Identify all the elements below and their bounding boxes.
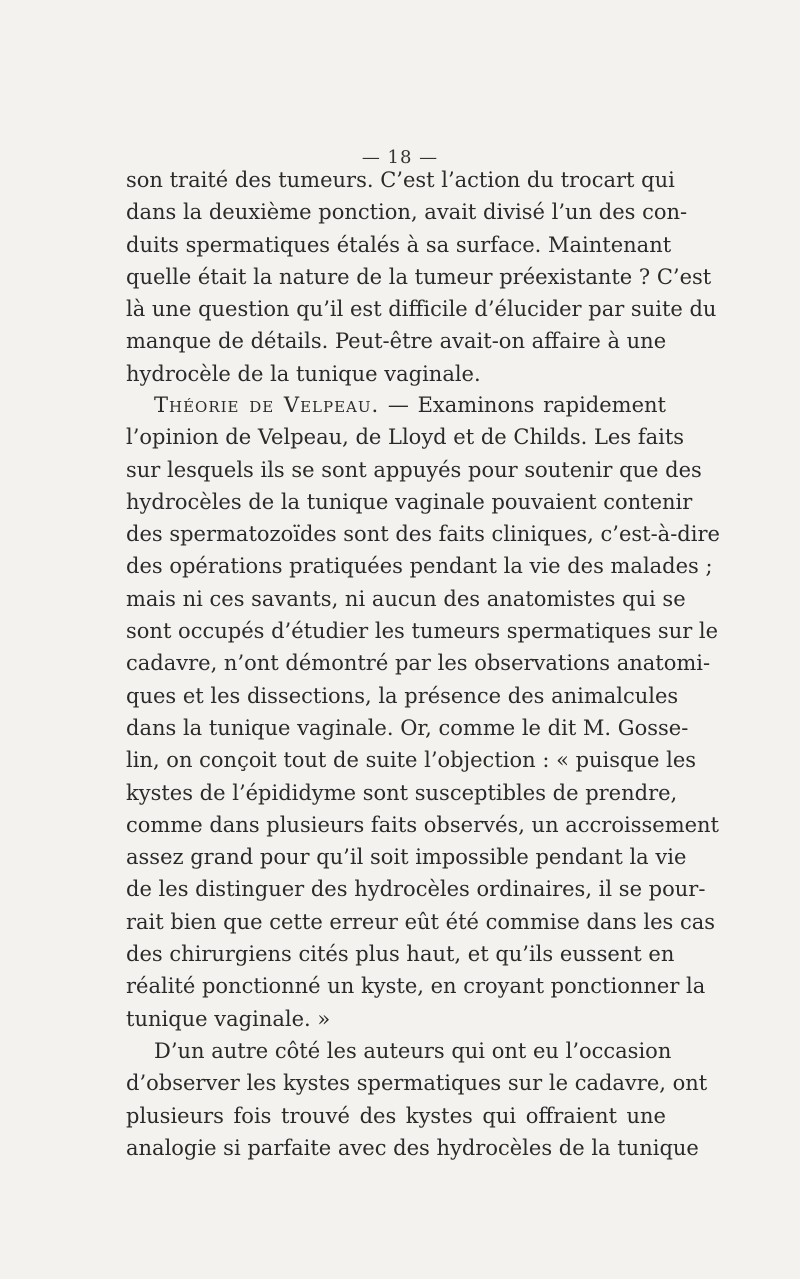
text-line: l’opinion de Velpeau, de Lloyd et de Childs. Les faits xyxy=(126,425,685,450)
text-line: cadavre, n’ont démontré par les observations anatomi- xyxy=(126,651,711,676)
text-line: d’observer les kystes spermatiques sur le cadavre, ont xyxy=(126,1071,708,1096)
text-line: plusieurs fois trouvé des kystes qui offraient une xyxy=(126,1103,666,1128)
text-line: sur lesquels ils se sont appuyés pour soutenir que des xyxy=(126,457,702,482)
text-line: tunique vaginale. » xyxy=(126,1006,331,1031)
text-line: comme dans plusieurs faits observés, un accroissement xyxy=(126,812,719,837)
text-line: sont occupés d’étudier les tumeurs spermatiques sur le xyxy=(126,619,719,644)
page-number: — 18 — xyxy=(361,147,439,168)
text-line: dans la deuxième ponction, avait divisé l’un des con- xyxy=(126,200,688,225)
text-line: rait bien que cette erreur eût été commise dans les cas xyxy=(126,909,716,934)
text-line: des spermatozoïdes sont des faits cliniques, c’est-à-dire xyxy=(126,522,720,547)
text-line-continuation: — Examinons rapidement xyxy=(379,393,666,417)
section-heading-line xyxy=(126,389,666,421)
text-line: dans la tunique vaginale. Or, comme le dit M. Gosse- xyxy=(126,715,689,740)
text-line: des opérations pratiquées pendant la vie des malades ; xyxy=(126,554,713,579)
section-heading: Théorie de Velpeau. xyxy=(154,393,380,417)
paragraph-2 xyxy=(126,389,720,1164)
text-line: réalité ponctionné un kyste, en croyant ponctionner la xyxy=(126,974,706,999)
text-line: hydrocèles de la tunique vaginale pouvaient contenir xyxy=(126,489,693,514)
text-line: là une question qu’il est difficile d’élucider par suite du xyxy=(126,297,717,322)
text-line: analogie si parfaite avec des hydrocèles de la tunique xyxy=(126,1135,699,1160)
text-line: kystes de l’épididyme sont susceptibles de prendre, xyxy=(126,780,678,805)
text-line: manque de détails. Peut-être avait-on affaire à une xyxy=(126,329,667,354)
text-line: D’un autre côté les auteurs qui ont eu l’occasion xyxy=(154,1038,672,1063)
text-line: assez grand pour qu’il soit impossible pendant la vie xyxy=(126,845,687,870)
text-line: mais ni ces savants, ni aucun des anatomistes qui se xyxy=(126,586,686,611)
text-line: lin, on conçoit tout de suite l’objection : « puisque les xyxy=(126,748,697,773)
text-line: ques et les dissections, la présence des animalcules xyxy=(126,683,679,708)
text-line: de les distinguer des hydrocèles ordinaires, il se pour- xyxy=(126,877,706,902)
paragraph-1 xyxy=(126,164,717,390)
text-line: duits spermatiques étalés à sa surface. Maintenant xyxy=(126,232,672,257)
text-line: quelle était la nature de la tumeur préexistante ? C’est xyxy=(126,264,712,289)
text-line: hydrocèle de la tunique vaginale. xyxy=(126,361,481,386)
text-line: son traité des tumeurs. C’est l’action du trocart qui xyxy=(126,168,675,192)
text-line: des chirurgiens cités plus haut, et qu’ils eussent en xyxy=(126,942,675,967)
